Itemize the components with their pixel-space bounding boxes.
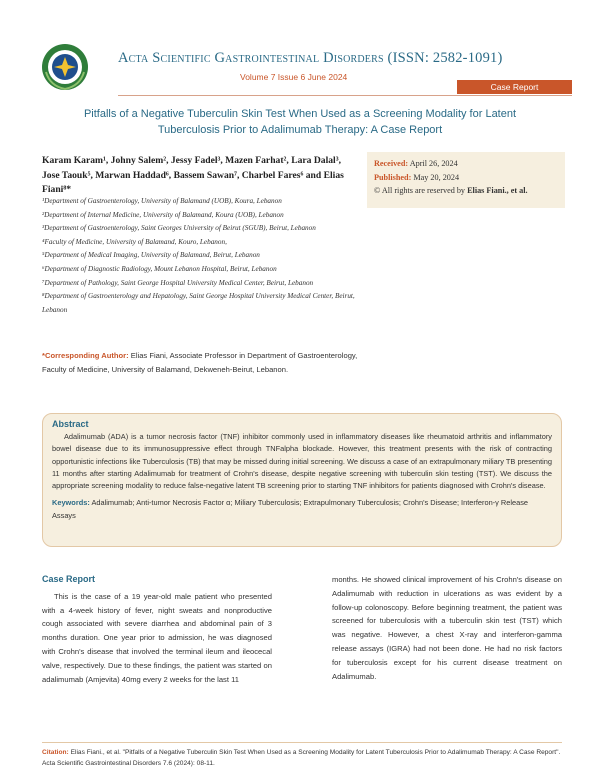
affiliation-item: ⁵Department of Medical Imaging, University of Balamand, Beirut, Lebanon: [42, 251, 260, 260]
article-title: Pitfalls of a Negative Tuberculin Skin Test When Used as a Screening Modality for Latent Tuberculosis Prior to Adalimumab Therapy: A Case Report: [83, 108, 517, 136]
citation: [42, 747, 562, 769]
section-heading: Case Report: [42, 574, 96, 584]
journal-logo-icon: [40, 42, 90, 92]
affiliation-item: ⁷Department of Pathology, Saint George Hospital University Medical Center, Beirut, Lebanon: [42, 278, 314, 287]
rights-prefix: © All rights are reserved by: [374, 186, 466, 195]
volume-issue: Volume 7 Issue 6 June 2024: [240, 72, 348, 82]
affiliation-item: ⁸Department of Gastroenterology and Hepatology, Saint George Hospital University Medical Center, Beirut, Lebanon: [42, 292, 355, 314]
corresponding-author: [42, 349, 362, 376]
header-divider: [118, 95, 572, 96]
keywords: [52, 497, 552, 522]
abstract-heading: Abstract: [52, 419, 89, 429]
received-line: [374, 157, 558, 171]
body-column-left: [42, 573, 272, 686]
citation-label: Citation:: [42, 749, 69, 756]
body-column-right: [332, 573, 562, 683]
article-type-badge: Case Report: [457, 80, 572, 94]
publication-dates-box: [367, 152, 565, 208]
affiliation-item: ²Department of Internal Medicine, University of Balamand, Koura (UOB), Lebanon: [42, 210, 284, 219]
footer-divider: [42, 742, 562, 743]
affiliation-item: ¹Department of Gastroenterology, University of Balamand (UOB), Koura, Lebanon: [42, 197, 282, 205]
affiliation-item: ³Department of Gastroenterology, Saint Georges University of Beirut (SGUB), Beirut, Lebanon: [42, 224, 316, 233]
published-date: May 20, 2024: [413, 172, 460, 182]
keywords-label: Keywords:: [52, 498, 90, 508]
keywords-text: Adalimumab; Anti-tumor Necrosis Factor α; Miliary Tuberculosis; Extrapulmonary Tuberculosis; Crohn's Disease; Interferon-γ Release Assays: [52, 498, 529, 520]
received-label: Received:: [374, 159, 409, 168]
affiliation-item: ⁴Faculty of Medicine, University of Balamand, Kouro, Lebanon,: [42, 237, 227, 246]
abstract-body: Adalimumab (ADA) is a tumor necrosis factor (TNF) inhibitor commonly used in inflammatory diseases like rheumatoid arthritis and inflammatory bowel disease due to its immunosuppressive effect through TNFalpha blockade. However, this treatment presents with the risk of contracting opportunistic infections like Tuberculosis (TB) that may be missed during initial screening. We discuss a case of an extrapulmonary miliary TB presenting 11 months after starting Adalimumab for treatment of Crohn's disease, despite negative screening with tuberculin skin testing (TST). We discuss the appropriate screening modality to reduce false-negative latent TB screening prior to starting TNF inhibitors for patients diagnosed with Crohn's disease.: [52, 432, 552, 491]
published-label: Published:: [374, 172, 412, 182]
body-paragraph: This is the case of a 19 year-old male patient who presented with a 4-week history of fever, night sweats and nonproductive cough associated with severe diarrhea and abdominal pain of 3 months duration. One year prior to admission, he was diagnosed with Crohn's disease that involved the terminal ileum and ileocecal valve, respectively. Due to these findings, the patient was started on adalimumab (Amjevita) 40mg every 2 weeks for the last 11: [42, 591, 272, 684]
affiliation-item: ⁶Department of Diagnostic Radiology, Mount Lebanon Hospital, Beirut, Lebanon: [42, 264, 277, 273]
body-paragraph: months. He showed clinical improvement of his Crohn's disease on Adalimumab with reduction in ulcerations as was evident by a follow-up colonoscopy. Before beginning treatment, the patient was screened for tuberculosis with a tuberculin skin test (TST) which was negative. However, a chest X-ray and interferon-gamma release assays (IGRA) had not been done. He had no risk factors for tuberculosis except for his current disease treatment on Adalimumab.: [332, 575, 562, 681]
published-line: [374, 171, 558, 185]
author-list: Karam Karam¹, Johny Salem², Jessy Fadel³, Mazen Farhat², Lara Dalal³, Jose Taouk⁵, Marwan Haddad⁶, Bassem Sawan⁷, Charbel Fares⁶ and Elias Fiani⁸*: [42, 155, 344, 195]
citation-text: Elias Fiani., et al. "Pitfalls of a Negative Tuberculin Skin Test When Used as a Screening Modality for Latent Tuberculosis Prior to Adalimumab Therapy: A Case Report". Acta Scientific Gastrointestinal Disorders 7.6 (2024): 08-11.: [42, 749, 561, 767]
corresponding-label: *Corresponding Author:: [42, 351, 129, 360]
affiliations: [42, 195, 362, 317]
rights-author: Elias Fiani., et al.: [467, 186, 528, 195]
abstract-box: [42, 413, 562, 547]
corresponding-text: Elias Fiani, Associate Professor in Department of Gastroenterology, Faculty of Medicine, University of Balamand, Dekweneh-Beirut, Lebanon.: [42, 351, 358, 374]
journal-title: Acta Scientific Gastrointestinal Disorders (ISSN: 2582-1091): [118, 50, 503, 66]
received-date: April 26, 2024: [409, 159, 458, 168]
rights-line: [374, 184, 558, 198]
